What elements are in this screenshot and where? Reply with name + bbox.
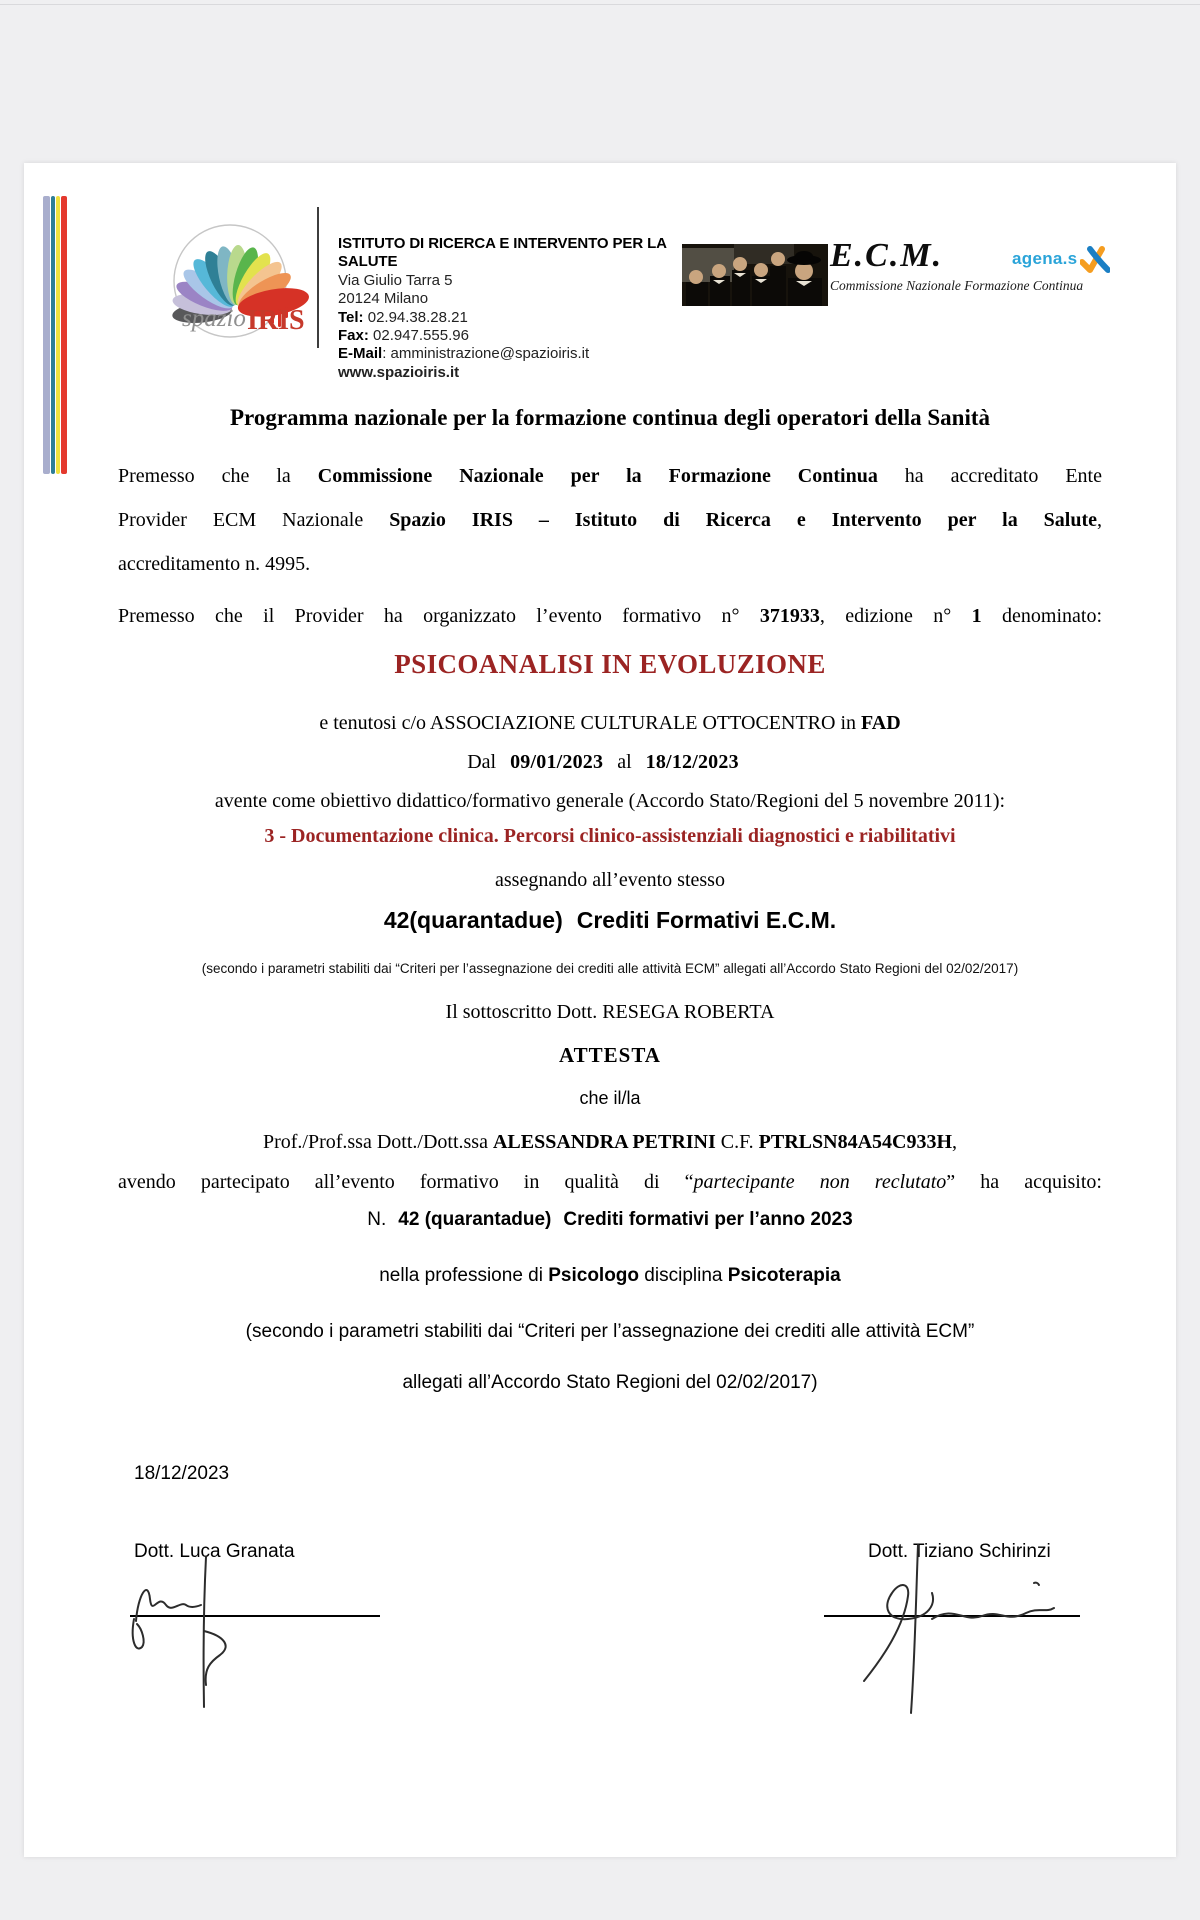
end-date: 18/12/2023 [645, 751, 739, 773]
final-note-line2: allegati all’Accordo Stato Regioni del 02/02/2017) [402, 1372, 818, 1393]
agenas-label: agena.s [1012, 249, 1078, 268]
event-title: PSICOANALISI IN EVOLUZIONE [394, 649, 826, 679]
fax-label: Fax: [338, 327, 369, 345]
acquired-credits-amount: 42 (quarantadue) [398, 1209, 552, 1230]
institute-website: www.spazioiris.it [338, 363, 460, 381]
ecm-painting [682, 244, 828, 306]
text-run: Prof./Prof.ssa Dott./Dott.ssa [262, 1131, 493, 1153]
tel-value: 02.94.38.28.21 [363, 308, 468, 326]
credits-line [118, 907, 1102, 934]
top-divider-line [0, 4, 1200, 5]
profession: Psicologo [548, 1265, 640, 1286]
text-run: al [617, 751, 632, 773]
email-value: : amministrazione@spazioiris.it [382, 345, 590, 363]
tel-label: Tel: [338, 308, 364, 326]
ecm-subtitle: Commissione Nazionale Formazione Continua [830, 278, 1084, 293]
signer-right-name: Dott. Tiziano Schirinzi [868, 1541, 1051, 1562]
credits-label: Crediti Formativi E.C.M. [576, 907, 837, 933]
stripe-lavender [43, 196, 50, 474]
text-run: Dal [467, 751, 497, 773]
final-note-line1: (secondo i parametri stabiliti dai “Criteri per l’assegnazione dei crediti alle attività ECM” [245, 1321, 975, 1342]
fiscal-code: PTRLSN84A54C933H [758, 1131, 953, 1153]
text-run: ” ha acquisito: [946, 1171, 1102, 1193]
institute-tel [338, 309, 688, 327]
acquired-credits-line [118, 1209, 1102, 1231]
text-run: accreditamento n. 4995. [118, 553, 311, 575]
event-venue [118, 708, 1102, 738]
assigning-line: assegnando all’evento stesso [495, 869, 725, 891]
text-run: , [1097, 509, 1102, 531]
bold-run: Commissione Nazionale per la Formazione Continua [317, 465, 878, 487]
text-run: , edizione n° [819, 605, 972, 627]
premise-paragraph-2 [118, 601, 1102, 631]
event-number: 371933 [759, 605, 820, 627]
institute-contact-block [338, 235, 688, 382]
stripe-yellow [56, 196, 60, 474]
agenas-ribbon-icon [1080, 245, 1110, 273]
fax-value: 02.947.555.96 [368, 327, 469, 345]
text-run: , [952, 1131, 958, 1153]
venue-mode: FAD [861, 712, 901, 734]
text-run: e tenutosi c/o ASSOCIAZIONE CULTURALE OTTOCENTRO in [319, 712, 862, 734]
acquired-credits-label: Crediti formativi per l’anno 2023 [563, 1209, 853, 1230]
spazio-iris-logo [158, 223, 320, 343]
text-run: Premesso che il Provider ha organizzato l’evento formativo n° [118, 605, 760, 627]
participant-line [118, 1127, 1102, 1157]
participant-name: ALESSANDRA PETRINI [492, 1131, 716, 1153]
premise-paragraph-1 [118, 454, 1102, 586]
institute-email [338, 345, 688, 363]
objective-intro: avente come obiettivo didattico/formativo generale (Accordo Stato/Regioni del 5 novembre 2011): [214, 790, 1006, 812]
credits-note: (secondo i parametri stabiliti dai “Criteri per l’assegnazione dei crediti alle attività ECM” allegati all’Accordo Stato Regioni del 02/02/2017) [201, 961, 1019, 976]
profession-line [118, 1265, 1102, 1287]
attests-word: ATTESTA [559, 1043, 661, 1067]
text-run: disciplina [639, 1265, 728, 1286]
signer-left-name: Dott. Luca Granata [134, 1541, 295, 1562]
header-vertical-divider [317, 207, 319, 348]
institute-fax [338, 327, 688, 345]
institute-address2: 20124 Milano [338, 290, 429, 308]
issue-date: 18/12/2023 [134, 1463, 230, 1484]
color-stripe-bar [43, 196, 68, 474]
objective-line: 3 - Documentazione clinica. Percorsi clinico-assistenziali diagnostici e riabilitativi [264, 825, 956, 847]
petal-fan-icon [158, 223, 320, 343]
group-portrait-icon [682, 244, 828, 306]
logo-word-spazio: spazio [182, 305, 246, 332]
institute-address1: Via Giulio Tarra 5 [338, 271, 453, 289]
text-run: nella professione di [379, 1265, 549, 1286]
start-date: 09/01/2023 [510, 751, 604, 773]
that-line: che il/la [579, 1088, 641, 1108]
certificate-page [24, 163, 1176, 1857]
signature-left [122, 1549, 392, 1729]
stripe-red [61, 196, 67, 474]
text-run: Premesso che la [118, 465, 318, 487]
text-run: avendo partecipato all’evento formativo in qualità di “ [118, 1171, 694, 1193]
edition-number: 1 [971, 605, 982, 627]
text-run: N. [367, 1209, 387, 1230]
ecm-title: E.C.M. [830, 237, 944, 274]
stripe-teal [51, 196, 55, 474]
program-title: Programma nazionale per la formazione continua degli operatori della Sanità [230, 405, 990, 430]
participant-role: partecipante non reclutato [693, 1171, 947, 1193]
discipline: Psicoterapia [727, 1265, 841, 1286]
text-run: C.F. [715, 1131, 759, 1153]
logo-word-iris: IRIS [247, 305, 305, 336]
email-label: E-Mail [338, 345, 383, 363]
agenas-logo [1012, 245, 1110, 273]
institute-name: ISTITUTO DI RICERCA E INTERVENTO PER LA SALUTE [338, 235, 667, 271]
bold-run: Spazio IRIS – Istituto di Ricerca e Intervento per la Salute [389, 509, 1097, 531]
text-run: ha accreditato Ente [877, 465, 1102, 487]
credits-amount: 42(quarantadue) [383, 907, 563, 933]
participation-line [118, 1167, 1102, 1197]
event-dates [118, 747, 1102, 777]
undersigned-line: Il sottoscritto Dott. RESEGA ROBERTA [445, 1001, 775, 1023]
text-run: denominato: [981, 605, 1102, 627]
text-run: Provider ECM Nazionale [118, 509, 390, 531]
signature-right [802, 1541, 1112, 1726]
